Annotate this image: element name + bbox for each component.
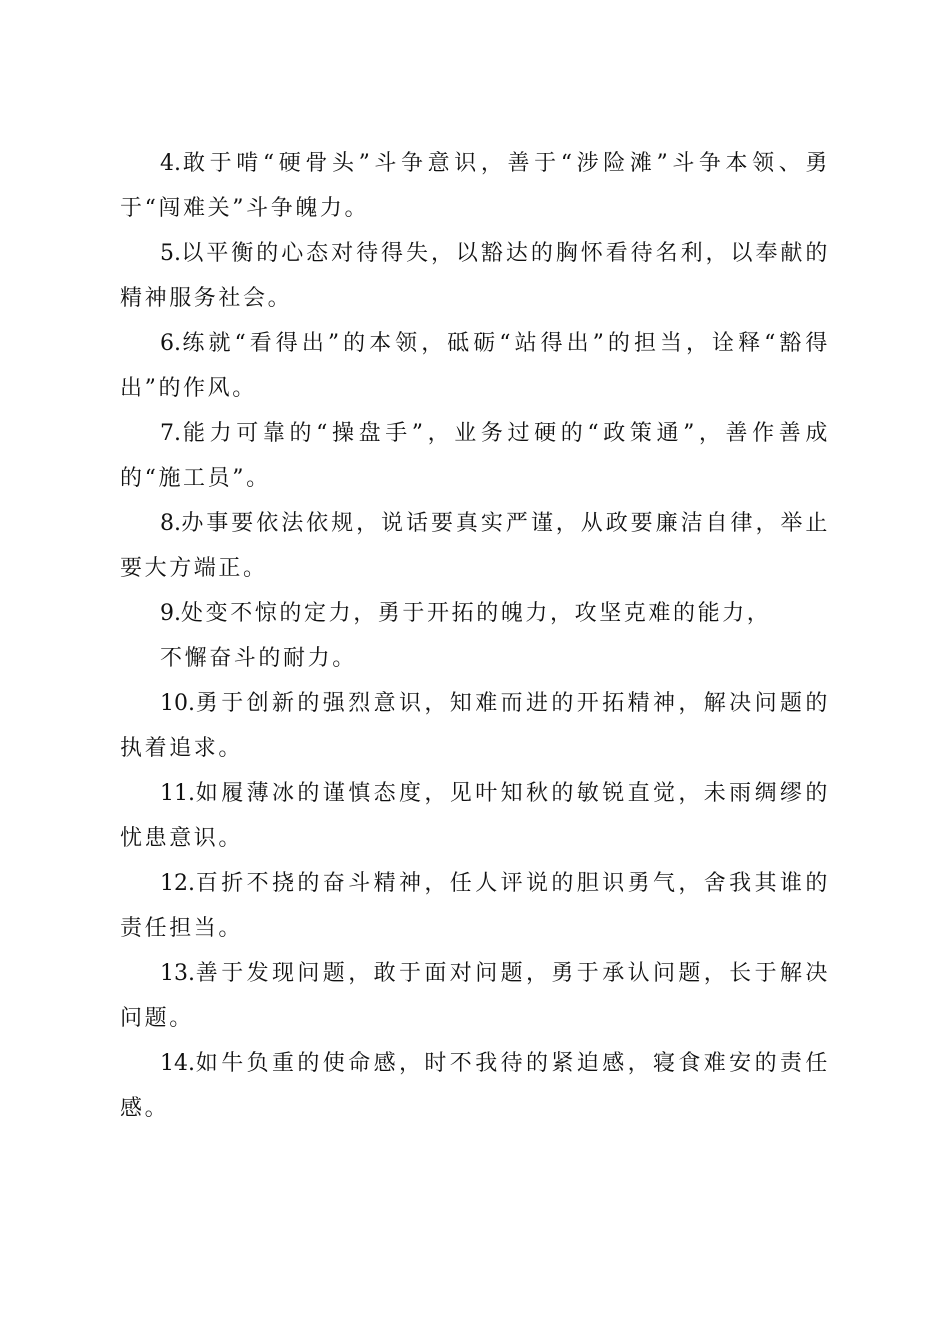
list-item bbox=[120, 231, 830, 321]
document-body bbox=[120, 141, 830, 1131]
list-item bbox=[120, 141, 830, 231]
item-text-continuation: 不懈奋斗的耐力。 bbox=[160, 646, 357, 671]
list-item bbox=[120, 501, 830, 591]
list-item bbox=[120, 951, 830, 1041]
item-number: 5. bbox=[160, 241, 181, 266]
item-number: 6. bbox=[160, 331, 181, 356]
item-text: 练就“看得出”的本领，砥砺“站得出”的担当，诠释“豁得出”的作风。 bbox=[120, 331, 830, 401]
list-item bbox=[120, 411, 830, 501]
list-item bbox=[120, 321, 830, 411]
list-item bbox=[120, 591, 830, 681]
item-text: 如牛负重的使命感，时不我待的紧迫感，寝食难安的责任感。 bbox=[120, 1051, 830, 1121]
item-number: 11. bbox=[160, 781, 195, 806]
item-text: 以平衡的心态对待得失，以豁达的胸怀看待名利，以奉献的精神服务社会。 bbox=[120, 241, 830, 311]
item-text: 能力可靠的“操盘手”，业务过硬的“政策通”，善作善成的“施工员”。 bbox=[120, 421, 830, 491]
item-text: 百折不挠的奋斗精神，任人评说的胆识勇气，舍我其谁的责任担当。 bbox=[120, 871, 830, 941]
item-number: 7. bbox=[160, 421, 181, 446]
list-item bbox=[120, 771, 830, 861]
list-item bbox=[120, 861, 830, 951]
item-text: 勇于创新的强烈意识，知难而进的开拓精神，解决问题的执着追求。 bbox=[120, 691, 830, 761]
item-number: 8. bbox=[160, 511, 181, 536]
item-text: 敢于啃“硬骨头”斗争意识，善于“涉险滩”斗争本领、勇于“闯难关”斗争魄力。 bbox=[120, 151, 830, 221]
item-number: 4. bbox=[160, 151, 181, 176]
item-text: 办事要依法依规，说话要真实严谨，从政要廉洁自律，举止要大方端正。 bbox=[120, 511, 830, 581]
item-text: 处变不惊的定力，勇于开拓的魄力，攻坚克难的能力， bbox=[181, 601, 772, 626]
item-text: 善于发现问题，敢于面对问题，勇于承认问题，长于解决问题。 bbox=[120, 961, 830, 1031]
list-item bbox=[120, 681, 830, 771]
item-number: 10. bbox=[160, 691, 195, 716]
item-text: 如履薄冰的谨慎态度，见叶知秋的敏锐直觉，未雨绸缪的忧患意识。 bbox=[120, 781, 830, 851]
item-number: 9. bbox=[160, 601, 181, 626]
list-item bbox=[120, 1041, 830, 1131]
item-number: 12. bbox=[160, 871, 195, 896]
item-number: 14. bbox=[160, 1051, 195, 1076]
item-number: 13. bbox=[160, 961, 195, 986]
